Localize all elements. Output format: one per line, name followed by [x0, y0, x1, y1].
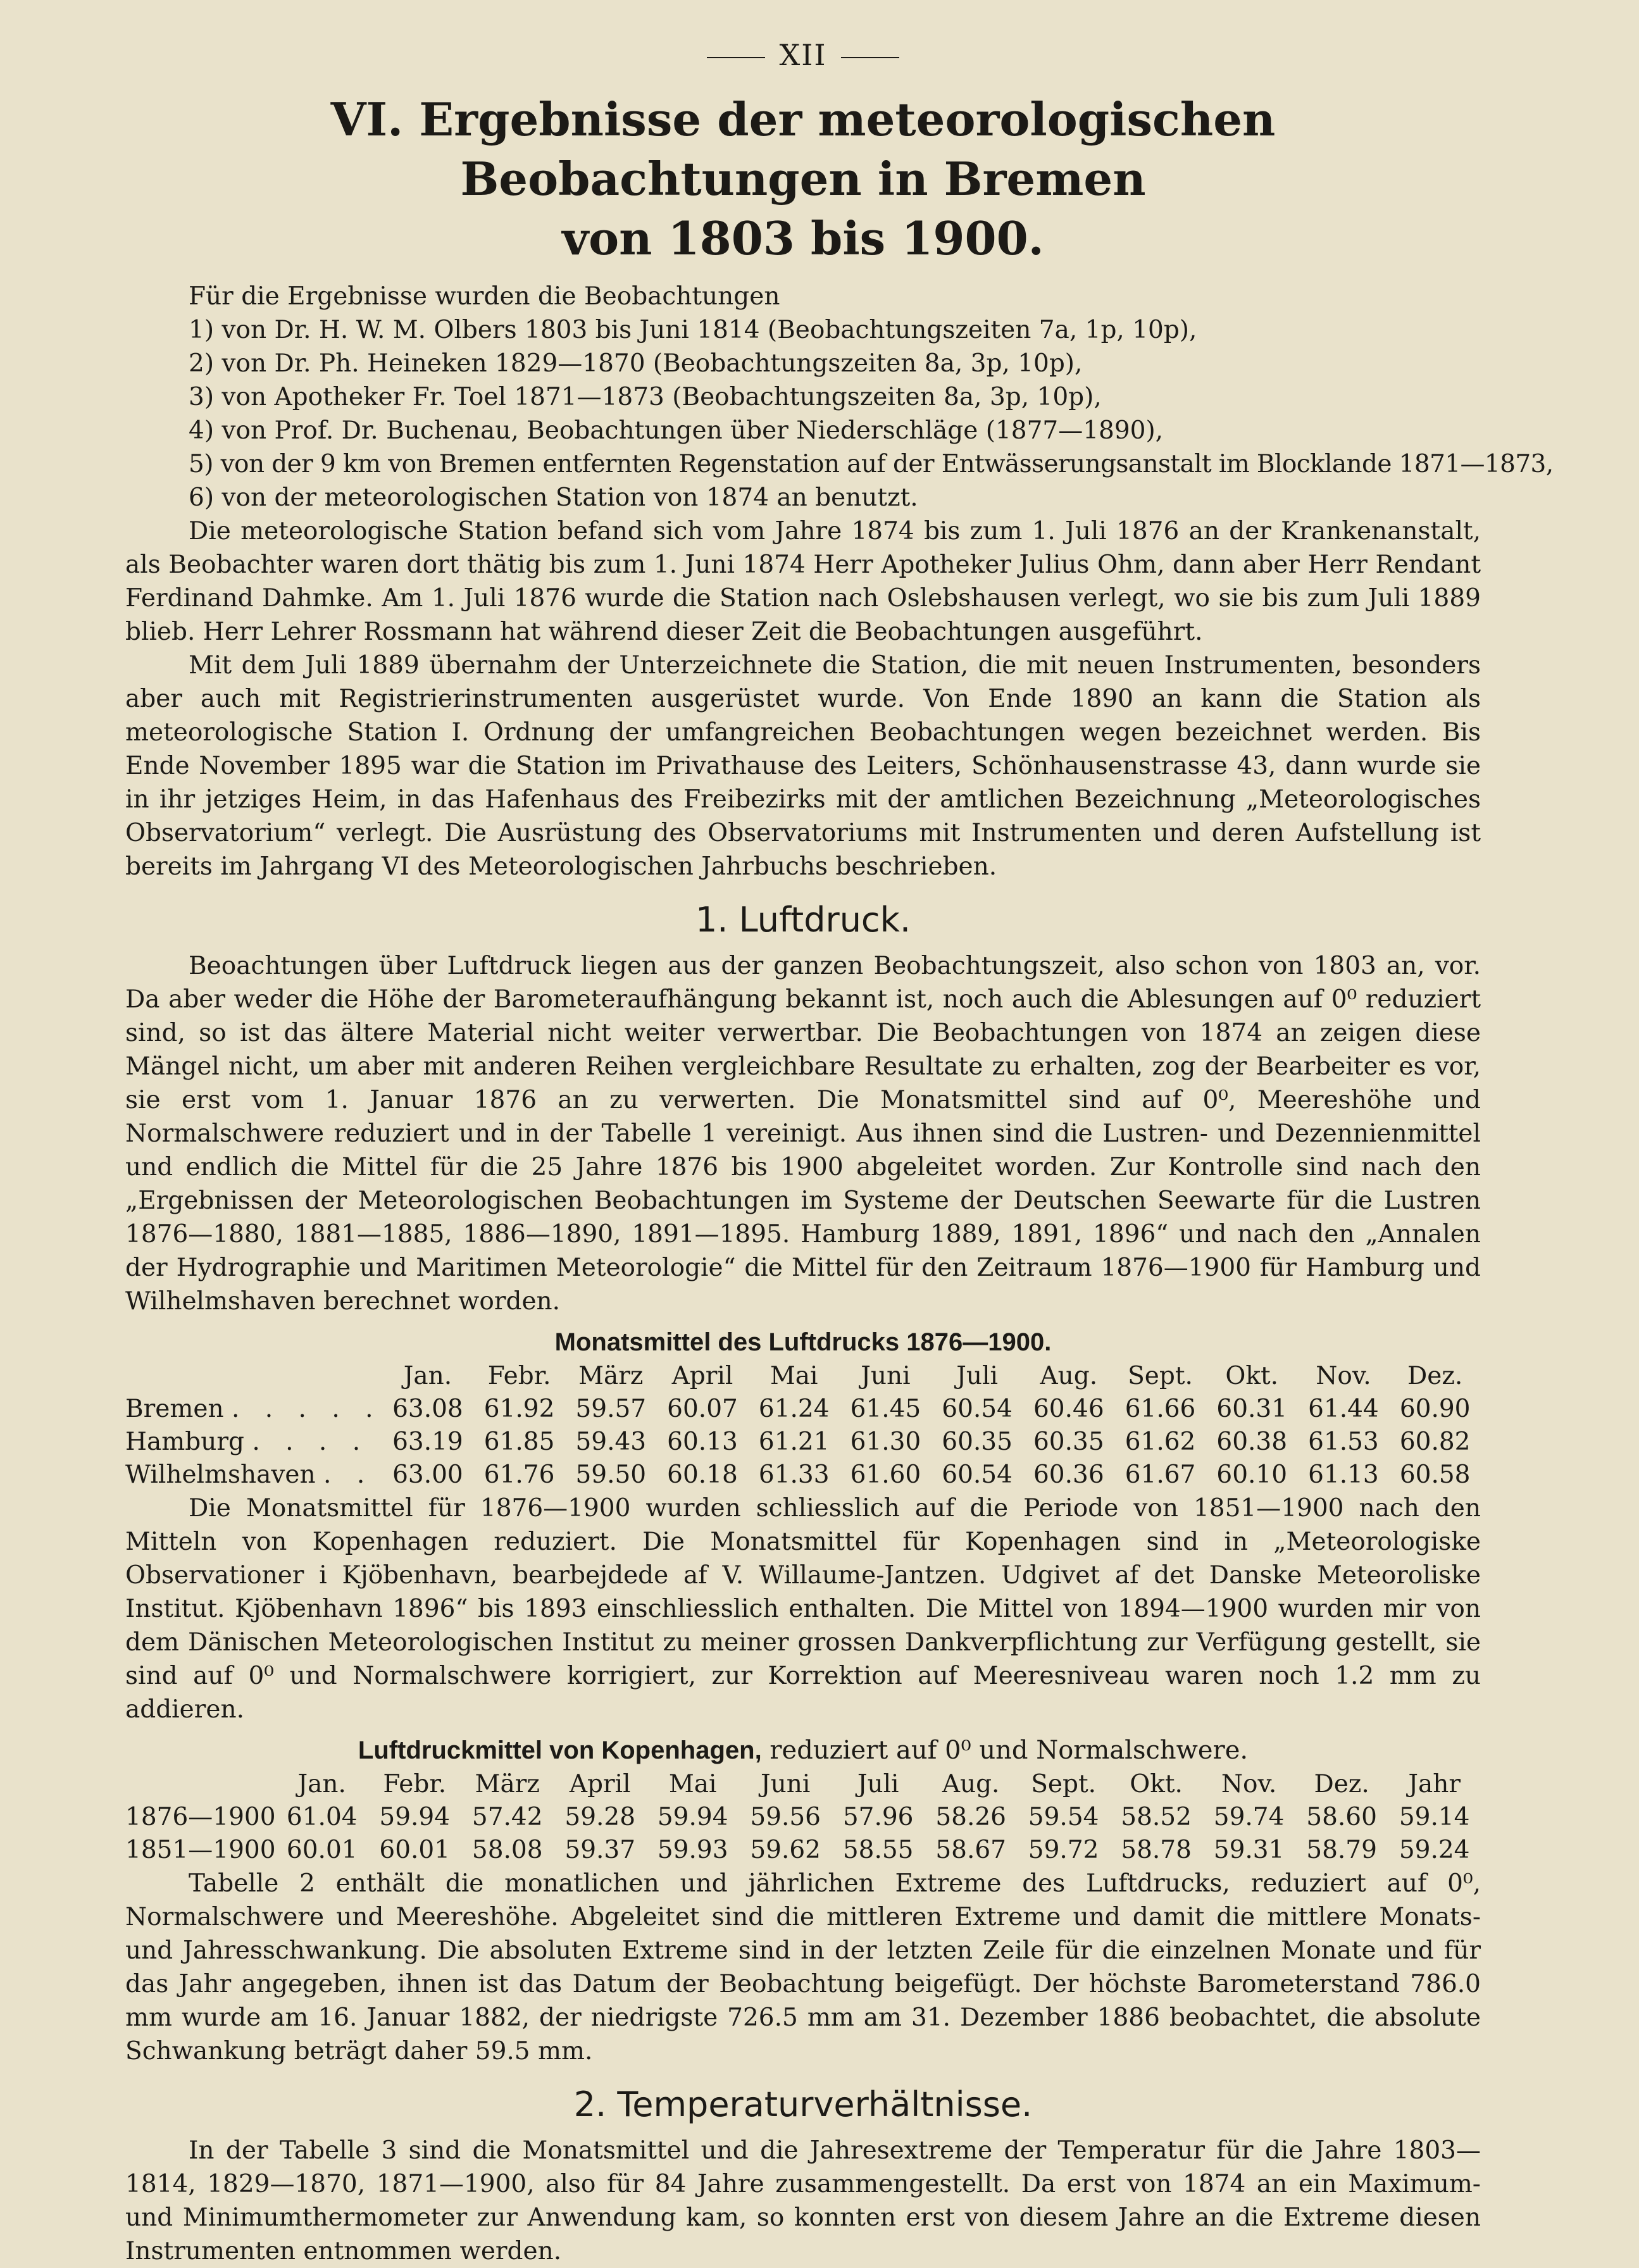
table-cell: 61.44 — [1308, 1395, 1379, 1423]
table-row — [125, 1393, 1481, 1426]
table-cell: 59.94 — [379, 1803, 451, 1831]
table-header-cell: Febr. — [383, 1770, 447, 1798]
table-cell: 60.58 — [1399, 1461, 1471, 1489]
table-cell: 59.93 — [657, 1836, 728, 1864]
table-header-cell: Juni — [861, 1362, 911, 1390]
table-header-cell: März — [578, 1362, 644, 1390]
table-header-cell: Dez. — [1407, 1362, 1463, 1390]
section-heading-luftdruck: 1. Luftdruck. — [695, 900, 911, 940]
table-cell: 59.31 — [1213, 1836, 1285, 1864]
table-cell: 63.00 — [392, 1461, 463, 1489]
page-number-rule-right — [841, 57, 899, 58]
table-header-cell: Jan. — [297, 1770, 346, 1798]
page-number-rule-left — [707, 57, 765, 58]
table-header-row — [125, 1360, 1481, 1393]
table-cell: 60.54 — [942, 1395, 1013, 1423]
paragraph-kopenhagen: Die Monatsmittel für 1876—1900 wurden schliesslich auf die Periode von 1851—1900 nach den Mitteln von Kopenhagen reduziert. Die Monatsmittel für Kopenhagen sind in „Meteorologiske Observationer i Kjöbenhavn, bearbejdede af V. Willaume-Jantzen. Udgivet af det Danske Meteoroliske Institut. Kjöbenhavn 1896“ bis 1893 einschliesslich enthalten. Die Mittel von 1894—1900 wurden mir von dem Dänischen Meteorologischen Institut zu meiner grossen Dankverpflichtung zur Verfügung gestellt, sie sind auf 0⁰ und Normalschwere korrigiert, zur Korrektion auf Meeresniveau waren noch 1.2 mm zu addieren. — [125, 1494, 1481, 1724]
intro-text: Für die Ergebnisse wurden die Beobachtungen — [189, 282, 780, 311]
paragraph-temperatur: In der Tabelle 3 sind die Monatsmittel und die Jahresextreme der Temperatur für die Jahre 1803—1814, 1829—1870, 1871—1900, also für 84 Jahre zusammengestellt. Da erst von 1874 an ein Maximum- und Minimumthermometer zur Anwendung kam, so konnten erst von diesem Jahre an die Extreme diesen Instrumenten entnommen werden. — [125, 2136, 1481, 2265]
table-cell: 60.38 — [1216, 1428, 1288, 1456]
table-header-cell: Juli — [956, 1362, 998, 1390]
list-item: 4) von Prof. Dr. Buchenau, Beobachtungen über Niederschläge (1877—1890), — [189, 416, 1164, 445]
row-label: Wilhelmshaven . . — [125, 1461, 374, 1489]
table-cell: 63.19 — [392, 1428, 463, 1456]
table-header-cell: Sept. — [1128, 1362, 1193, 1390]
table-cell: 63.08 — [392, 1395, 463, 1423]
table-cell: 58.26 — [935, 1803, 1006, 1831]
table-cell: 60.35 — [1033, 1428, 1104, 1456]
table-cell: 61.13 — [1308, 1461, 1379, 1489]
list-item: 2) von Dr. Ph. Heineken 1829—1870 (Beobachtungszeiten 8a, 3p, 10p), — [189, 349, 1083, 378]
table-monatsmittel — [125, 1360, 1481, 1492]
table-cell: 60.54 — [942, 1461, 1013, 1489]
table-cell: 61.53 — [1308, 1428, 1379, 1456]
table-header-cell: Juli — [857, 1770, 899, 1798]
table-row — [125, 1801, 1481, 1834]
table-header-cell: Febr. — [487, 1362, 551, 1390]
table-cell: 60.36 — [1033, 1461, 1104, 1489]
table-cell: 61.04 — [286, 1803, 358, 1831]
table-cell: 58.52 — [1121, 1803, 1192, 1831]
table-cell: 58.60 — [1306, 1803, 1377, 1831]
table-cell: 59.37 — [564, 1836, 636, 1864]
table-row — [125, 1459, 1481, 1492]
row-label: Bremen . . . . . — [125, 1395, 382, 1423]
table-header-cell: April — [569, 1770, 631, 1798]
paragraph-station: Die meteorologische Station befand sich vom Jahre 1874 bis zum 1. Juli 1876 an der Krankenanstalt, als Beobachter waren dort thätig bis zum 1. Juni 1874 Herr Apotheker Julius Ohm, dann aber Herr Rendant Ferdinand Dahmke. Am 1. Juli 1876 wurde die Station nach Oslebshausen verlegt, wo sie bis zum Juli 1889 blieb. Herr Lehrer Rossmann hat während dieser Zeit die Beobachtungen ausgeführt. — [125, 517, 1481, 646]
table-header-cell: Mai — [770, 1362, 818, 1390]
table-cell: 59.57 — [575, 1395, 647, 1423]
table-cell: 60.90 — [1399, 1395, 1471, 1423]
table-cell: 61.66 — [1125, 1395, 1196, 1423]
table-cell: 60.10 — [1216, 1461, 1288, 1489]
table-cell: 60.07 — [667, 1395, 738, 1423]
table-header-cell — [125, 1360, 382, 1393]
table-header-cell: April — [671, 1362, 733, 1390]
table-cell: 60.18 — [667, 1461, 738, 1489]
table-cell: 57.96 — [842, 1803, 914, 1831]
table-cell: 58.79 — [1306, 1836, 1377, 1864]
table-header-cell: Nov. — [1221, 1770, 1277, 1798]
table-header-cell: Juni — [761, 1770, 811, 1798]
paragraph-1889: Mit dem Juli 1889 übernahm der Unterzeichnete die Station, die mit neuen Instrumenten, besonders aber auch mit Registrierinstrumenten ausgerüstet wurde. Von Ende 1890 an kann die Station als meteorologische Station I. Ordnung der umfangreichen Beobachtungen wegen bezeichnet werden. Bis Ende November 1895 war die Station im Privathause des Leiters, Schönhausenstrasse 43, dann wurde sie in ihr jetziges Heim, in das Hafenhaus des Freibezirks mit der amtlichen Bezeichnung „Meteorologisches Observatorium“ verlegt. Die Ausrüstung des Observatoriums mit Instrumenten und deren Aufstellung ist bereits im Jahrgang VI des Meteorologischen Jahrbuchs beschrieben. — [125, 651, 1481, 881]
table1-caption: Monatsmittel des Luftdrucks 1876—1900. — [554, 1328, 1052, 1356]
table-cell: 61.85 — [483, 1428, 555, 1456]
table-cell: 60.82 — [1399, 1428, 1471, 1456]
table-cell: 59.43 — [575, 1428, 647, 1456]
table-cell: 58.67 — [935, 1836, 1006, 1864]
table-header-cell: Nov. — [1316, 1362, 1371, 1390]
list-item: 1) von Dr. H. W. M. Olbers 1803 bis Juni 1814 (Beobachtungszeiten 7a, 1p, 10p), — [189, 316, 1197, 344]
row-label: 1851—1900 — [125, 1836, 276, 1864]
table-row — [125, 1426, 1481, 1459]
table-cell: 59.24 — [1399, 1836, 1470, 1864]
table-cell: 60.13 — [667, 1428, 738, 1456]
table-cell: 61.60 — [850, 1461, 921, 1489]
table-header-cell: Mai — [668, 1770, 717, 1798]
table-cell: 59.54 — [1028, 1803, 1099, 1831]
row-label: Hamburg . . . . — [125, 1428, 370, 1456]
table-cell: 59.28 — [564, 1803, 636, 1831]
table-header-cell: Aug. — [942, 1770, 1000, 1798]
list-item: 5) von der 9 km von Bremen entfernten Regenstation auf der Entwässerungsanstalt im Blocklande 1871—1873, — [189, 450, 1554, 478]
table-cell: 57.42 — [471, 1803, 543, 1831]
table-header-cell: Aug. — [1040, 1362, 1098, 1390]
table-cell: 58.08 — [471, 1836, 543, 1864]
table-header-cell: Okt. — [1225, 1362, 1279, 1390]
table-cell: 59.50 — [575, 1461, 647, 1489]
table-header-cell: Jan. — [403, 1362, 452, 1390]
list-item: 3) von Apotheker Fr. Toel 1871—1873 (Beobachtungszeiten 8a, 3p, 10p), — [189, 383, 1102, 411]
table-cell: 61.67 — [1125, 1461, 1196, 1489]
row-label: 1876—1900 — [125, 1803, 276, 1831]
table-header-cell: Dez. — [1314, 1770, 1369, 1798]
table-cell: 61.33 — [758, 1461, 830, 1489]
table-cell: 61.62 — [1125, 1428, 1196, 1456]
title-line-1: VI. Ergebnisse der meteorologischen Beobachtungen in Bremen — [330, 92, 1276, 206]
table-header-cell: März — [475, 1770, 540, 1798]
table-cell: 59.62 — [750, 1836, 821, 1864]
table-cell: 60.46 — [1033, 1395, 1104, 1423]
list-item: 6) von der meteorologischen Station von 1874 an benutzt. — [189, 483, 918, 512]
table-cell: 61.92 — [483, 1395, 555, 1423]
table-header-cell: Jahr — [1408, 1770, 1461, 1798]
paragraph-luftdruck: Beoachtungen über Luftdruck liegen aus der ganzen Beobachtungszeit, also schon von 1803 an, vor. Da aber weder die Höhe der Barometeraufhängung bekannt ist, noch auch die Ablesungen auf 0⁰ reduziert sind, so ist das ältere Material nicht weiter verwertbar. Die Beobachtungen von 1874 an zeigen diese Mängel nicht, um aber mit anderen Reihen vergleichbare Resultate zu erhalten, zog der Bearbeiter es vor, sie erst vom 1. Januar 1876 an zu verwerten. Die Monatsmittel sind auf 0⁰, Meereshöhe und Normalschwere reduziert und in der Tabelle 1 vereinigt. Aus ihnen sind die Lustren- und Dezennienmittel und endlich die Mittel für die 25 Jahre 1876 bis 1900 abgeleitet worden. Zur Kontrolle sind nach den „Ergebnissen der Meteorologischen Beobachtungen im Systeme der Deutschen Seewarte für die Lustren 1876—1880, 1881—1885, 1886—1890, 1891—1895. Hamburg 1889, 1891, 1896“ und nach den „Annalen der Hydrographie und Maritimen Meteorologie“ die Mittel für den Zeitraum 1876—1900 für Hamburg und Wilhelmshaven berechnet worden. — [125, 952, 1481, 1316]
table-cell: 59.74 — [1213, 1803, 1285, 1831]
table-cell: 59.94 — [657, 1803, 728, 1831]
table-row — [125, 1834, 1481, 1867]
table-cell: 60.31 — [1216, 1395, 1288, 1423]
table-cell: 60.35 — [942, 1428, 1013, 1456]
table2-caption: Luftdruckmittel von Kopenhagen, reduziert auf 0⁰ und Normalschwere. — [358, 1736, 1249, 1765]
table-header-cell — [125, 1768, 276, 1801]
page-number: XII — [125, 38, 1481, 72]
table-cell: 58.55 — [842, 1836, 914, 1864]
table-cell: 58.78 — [1121, 1836, 1192, 1864]
table-cell: 59.14 — [1399, 1803, 1470, 1831]
table-kopenhagen — [125, 1768, 1481, 1867]
table-cell: 61.21 — [758, 1428, 830, 1456]
table-header-cell: Sept. — [1031, 1770, 1097, 1798]
table-cell: 60.01 — [286, 1836, 358, 1864]
paragraph-tabelle2: Tabelle 2 enthält die monatlichen und jährlichen Extreme des Luftdrucks, reduziert auf 0⁰, Normalschwere und Meereshöhe. Abgeleitet sind die mittleren Extreme und damit die mittlere Monats- und Jahresschwankung. Die absoluten Extreme sind in der letzten Zeile für die einzelnen Monate und für das Jahr angegeben, ihnen ist das Datum der Beobachtung beigefügt. Der höchste Barometerstand 786.0 mm wurde am 16. Januar 1882, der niedrigste 726.5 mm am 31. Dezember 1886 beobachtet, die absolute Schwankung beträgt daher 59.5 mm. — [125, 1869, 1481, 2066]
page-title — [125, 90, 1481, 268]
table-cell: 59.72 — [1028, 1836, 1099, 1864]
table-header-row — [125, 1768, 1481, 1801]
table-cell: 60.01 — [379, 1836, 451, 1864]
section-heading-temperatur: 2. Temperaturverhältnisse. — [573, 2084, 1033, 2124]
table-cell: 59.56 — [750, 1803, 821, 1831]
table-cell: 61.45 — [850, 1395, 921, 1423]
table-cell: 61.76 — [483, 1461, 555, 1489]
title-line-2: von 1803 bis 1900. — [562, 211, 1044, 265]
table-cell: 61.24 — [758, 1395, 830, 1423]
observer-list — [189, 313, 1554, 514]
table-cell: 61.30 — [850, 1428, 921, 1456]
table-header-cell: Okt. — [1130, 1770, 1183, 1798]
